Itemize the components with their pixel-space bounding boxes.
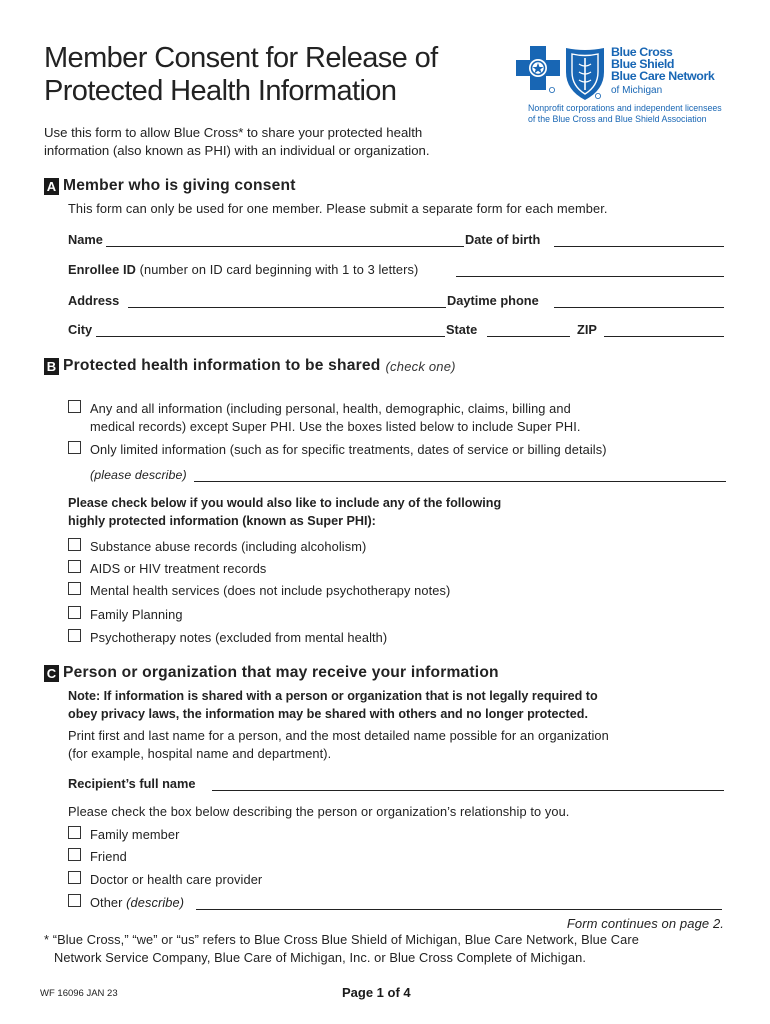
section-c-title: Person or organization that may receive your information <box>63 664 499 681</box>
section-a-heading <box>44 177 296 195</box>
section-a-title: Member who is giving consent <box>63 177 296 194</box>
section-b-title: Protected health information to be shared <box>63 357 381 374</box>
cross-shield-icon <box>516 46 608 102</box>
section-b-heading <box>44 357 456 375</box>
super-phi-checkbox-hiv[interactable] <box>68 560 81 573</box>
describe-label: (please describe) <box>90 468 187 482</box>
relationship-instruction: Please check the box below describing the person or organization’s relationship to you. <box>68 804 570 819</box>
brand-line-1: Blue Cross <box>611 45 673 59</box>
dob-field[interactable] <box>554 246 724 247</box>
super-phi-note <box>68 494 501 530</box>
relationship-checkbox-other[interactable] <box>68 894 81 907</box>
intro-line-1: Use this form to allow Blue Cross* to share your protected health <box>44 125 423 140</box>
intro-line-2: information (also known as PHI) with an individual or organization. <box>44 143 430 158</box>
relationship-item: Doctor or health care provider <box>90 872 263 887</box>
phone-label: Daytime phone <box>447 293 539 308</box>
section-c-heading <box>44 664 499 682</box>
recipient-label: Recipient’s full name <box>68 776 196 791</box>
option-all-line-2: medical records) except Super PHI. Use the boxes listed below to include Super PHI. <box>90 419 581 434</box>
enrollee-row <box>68 261 418 279</box>
super-phi-item: Mental health services (does not include psychotherapy notes) <box>90 583 451 598</box>
section-a-instruction: This form can only be used for one member. Please submit a separate form for each member. <box>68 201 608 216</box>
state-label: State <box>446 322 478 337</box>
relationship-item: Friend <box>90 849 127 864</box>
zip-label: ZIP <box>577 322 597 337</box>
intro-text <box>44 124 430 160</box>
option-all-line-1: Any and all information (including personal, health, demographic, claims, billing and <box>90 401 571 416</box>
brand-sub: of Michigan <box>611 84 663 96</box>
option-limited-text: Only limited information (such as for specific treatments, dates of service or billing details) <box>90 442 607 457</box>
zip-field[interactable] <box>604 336 724 337</box>
super-phi-item: AIDS or HIV treatment records <box>90 561 267 576</box>
bcbs-logo <box>516 46 608 107</box>
super-phi-checkbox-mental-health[interactable] <box>68 582 81 595</box>
city-label: City <box>68 322 93 337</box>
super-phi-item: Family Planning <box>90 607 183 622</box>
relationship-checkbox-family[interactable] <box>68 826 81 839</box>
address-label: Address <box>68 293 120 308</box>
nonprofit-line-1: Nonprofit corporations and independent licensees <box>528 103 722 113</box>
super-phi-checkbox-psychotherapy[interactable] <box>68 629 81 642</box>
super-note-line-1: Please check below if you would also like to include any of the following <box>68 496 502 510</box>
title-line-2: Protected Health Information <box>44 75 397 107</box>
other-describe-field[interactable] <box>196 909 722 910</box>
print-line-2: (for example, hospital name and department). <box>68 746 332 761</box>
option-limited-checkbox[interactable] <box>68 441 81 454</box>
page-title <box>44 42 438 108</box>
name-label: Name <box>68 232 103 247</box>
enrollee-hint: (number on ID card beginning with 1 to 3 letters) <box>139 262 419 277</box>
footnote-line-2: Network Service Company, Blue Care of Michigan, Inc. or Blue Cross Complete of Michigan. <box>54 950 587 965</box>
note-line-2: obey privacy laws, the information may be shared with others and no longer protected. <box>68 707 588 721</box>
relationship-checkbox-friend[interactable] <box>68 848 81 861</box>
section-b-hint: (check one) <box>385 358 456 374</box>
page-number: Page 1 of 4 <box>342 985 411 1000</box>
super-phi-checkbox-family-planning[interactable] <box>68 606 81 619</box>
form-code: WF 16096 JAN 23 <box>40 988 118 999</box>
other-hint: (describe) <box>126 895 185 910</box>
phone-field[interactable] <box>554 307 724 308</box>
brand-line-2: Blue Shield <box>611 57 675 72</box>
option-all-checkbox[interactable] <box>68 400 81 413</box>
relationship-item: Family member <box>90 827 180 842</box>
name-field[interactable] <box>106 246 464 247</box>
describe-field[interactable] <box>194 481 726 482</box>
super-phi-item: Psychotherapy notes (excluded from mental health) <box>90 630 388 645</box>
option-all-text <box>90 400 581 436</box>
brand-line-3: Blue Care Network <box>611 69 715 84</box>
enrollee-label: Enrollee ID <box>68 262 136 277</box>
section-b-badge: B <box>44 358 59 375</box>
nonprofit-line-2: of the Blue Cross and Blue Shield Association <box>528 114 707 124</box>
title-line-1: Member Consent for Release of <box>44 42 438 74</box>
print-line-1: Print first and last name for a person, and the most detailed name possible for an organization <box>68 728 609 743</box>
super-note-line-2: highly protected information (known as Super PHI): <box>68 514 376 528</box>
continues-note: Form continues on page 2. <box>566 916 724 931</box>
note-line-1: Note: If information is shared with a person or organization that is not legally required to <box>68 689 598 703</box>
footnote-line-1: * “Blue Cross,” “we” or “us” refers to Blue Cross Blue Shield of Michigan, Blue Care Network, Blue Care <box>44 932 639 947</box>
dob-label: Date of birth <box>465 232 541 247</box>
section-c-badge: C <box>44 665 59 682</box>
state-field[interactable] <box>487 336 570 337</box>
print-instruction <box>68 727 609 763</box>
nonprofit-notice <box>528 103 722 125</box>
footnote <box>44 931 639 967</box>
other-row <box>90 894 184 912</box>
city-field[interactable] <box>96 336 445 337</box>
super-phi-item: Substance abuse records (including alcoholism) <box>90 539 367 554</box>
section-a-badge: A <box>44 178 59 195</box>
section-c-note <box>68 687 598 723</box>
relationship-checkbox-doctor[interactable] <box>68 871 81 884</box>
recipient-name-field[interactable] <box>212 790 724 791</box>
enrollee-id-field[interactable] <box>456 276 724 277</box>
other-label: Other <box>90 895 123 910</box>
address-field[interactable] <box>128 307 446 308</box>
brand-name <box>611 46 714 97</box>
super-phi-checkbox-substance[interactable] <box>68 538 81 551</box>
